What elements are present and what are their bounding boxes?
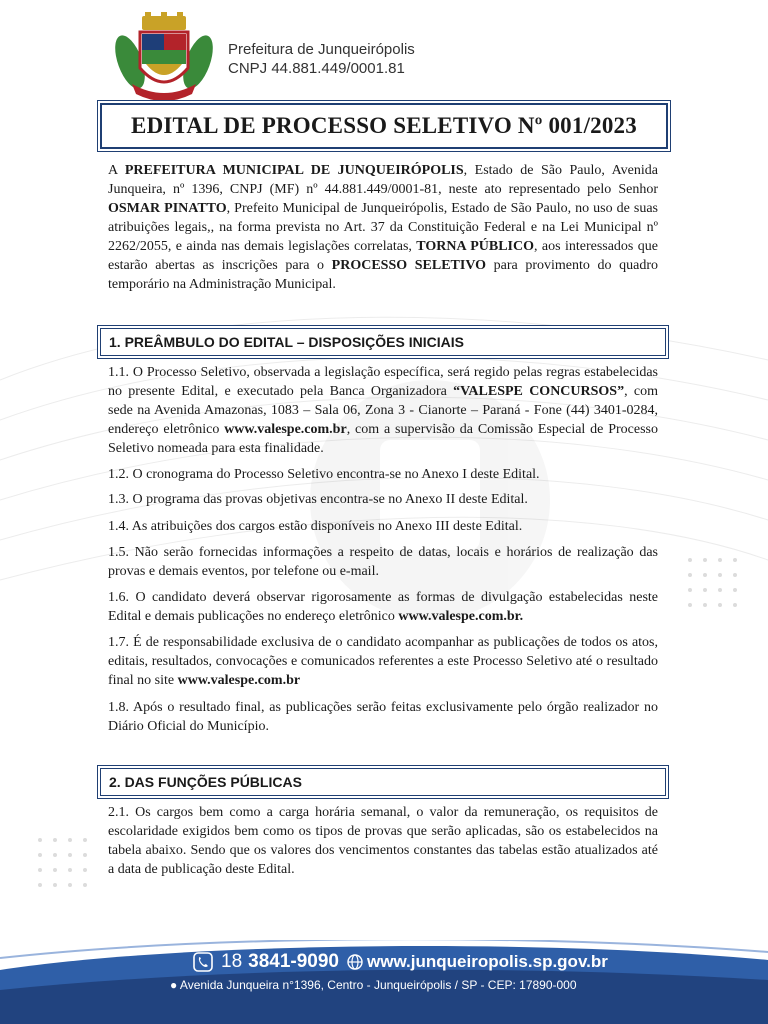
phone-icon [193, 952, 213, 972]
phone-prefix: 18 [221, 951, 243, 972]
globe-icon [347, 954, 363, 970]
intro-text: A [108, 163, 125, 178]
section-heading-text: 1. PREÂMBULO DO EDITAL – DISPOSIÇÕES INICIAIS [109, 334, 464, 350]
website-link[interactable]: www.junqueiropolis.sp.gov.br [367, 952, 608, 971]
section-heading-text: 2. DAS FUNÇÕES PÚBLICAS [109, 774, 302, 790]
org-name: Prefeitura de Junqueirópolis [228, 41, 415, 58]
document-title-box [100, 103, 668, 149]
paragraph-link[interactable]: www.valespe.com.br [177, 673, 301, 688]
paragraph-link[interactable]: www.valespe.com.br. [398, 609, 524, 624]
paragraph-1-1 [108, 363, 658, 458]
paragraph-2-1: 2.1. Os cargos bem como a carga horária semanal, o valor da remuneração, os requisitos de escolaridade exigidos bem como os tipos de provas que serão aplicadas, são os estabelecidos na tabela abaixo. Sendo que os valores dos vencimentos constantes das tabelas estão atualizados até a data de publicação deste Edital. [108, 805, 658, 877]
footer-address [170, 978, 577, 992]
paragraph-text: , com a supervisão da Comissão Especial de Processo Seletivo nomeada para esta finalidade. [108, 422, 658, 456]
intro-text: para provimento do quadro temporário na Administração Municipal. [108, 258, 659, 292]
letterhead [112, 12, 512, 102]
paragraph-1-5: 1.5. Não serão fornecidas informações a respeito de datas, locais e horários de realização das provas e demais eventos, por telefone ou e-mail. [108, 545, 658, 579]
intro-bold: PROCESSO SELETIVO [331, 258, 487, 273]
paragraph-1-2: 1.2. O cronograma do Processo Seletivo encontra-se no Anexo I deste Edital. [108, 467, 540, 482]
intro-text: , aos interessados que estarão abertas as inscrições para o [108, 239, 658, 273]
intro-text: , Estado de São Paulo, Avenida Junqueira, nº 1396, CNPJ (MF) nº 44.881.449/0001-81, neste ato representado pelo Senhor [108, 163, 658, 197]
paragraph-text: 1.7. É de responsabilidade exclusiva de o candidato acompanhar as publicações de todos os atos, editais, resultados, convocações e comunicados referentes a este Processo Seletivo até o resultado final no site [108, 635, 658, 688]
footer-contact [193, 950, 608, 974]
org-info [228, 40, 415, 78]
intro-bold: OSMAR PINATTO [108, 201, 227, 216]
paragraph-text: 1.1. O Processo Seletivo, observada a legislação específica, será regido pelas regras estabelecidas no presente Edital, e executado pela Banca Organizadora [108, 365, 658, 399]
paragraph-text: , com sede na Avenida Amazonas, 1083 – Sala 06, Zona 3 - Cianorte – Paraná - Fone (44) 3401-0284, endereço eletrônico [108, 384, 658, 437]
paragraph-text: 1.6. O candidato deverá observar rigorosamente as formas de divulgação estabelecidas neste Edital e demais publicações no endereço eletrônico [108, 590, 658, 624]
address-text: Avenida Junqueira n°1396, Centro - Junqueirópolis / SP - CEP: 17890-000 [179, 978, 577, 992]
paragraph-1-7 [108, 633, 658, 690]
paragraph-bold: “VALESPE CONCURSOS” [453, 384, 625, 399]
paragraph-1-3: 1.3. O programa das provas objetivas encontra-se no Anexo II deste Edital. [108, 492, 528, 507]
paragraph-1-6 [108, 588, 658, 626]
intro-bold: TORNA PÚBLICO [416, 239, 535, 254]
org-cnpj: CNPJ 44.881.449/0001.81 [228, 60, 405, 77]
document-title: EDITAL DE PROCESSO SELETIVO Nº 001/2023 [131, 113, 637, 138]
municipal-crest-icon [112, 12, 216, 102]
paragraph-link[interactable]: www.valespe.com.br [224, 422, 347, 437]
intro-paragraph [108, 161, 658, 294]
section-heading-1 [100, 328, 666, 356]
intro-text: , Prefeito Municipal de Junqueirópolis, Estado de São Paulo, no uso de suas atribuições legais,, na forma prevista no Art. 37 da Constituição Federal e na Lei Municipal nº 2262/2055, e ainda nas demais legislações correlatas, [108, 201, 658, 254]
paragraph-1-8: 1.8. Após o resultado final, as publicações serão feitas exclusivamente pelo órgão realizador no Diário Oficial do Município. [108, 700, 658, 734]
phone-number[interactable]: 3841-9090 [248, 951, 340, 972]
paragraph-1-4: 1.4. As atribuições dos cargos estão disponíveis no Anexo III deste Edital. [108, 519, 523, 534]
section-heading-2 [100, 768, 666, 796]
location-pin-icon: ● [170, 978, 178, 992]
intro-bold: PREFEITURA MUNICIPAL DE JUNQUEIRÓPOLIS [124, 163, 464, 178]
